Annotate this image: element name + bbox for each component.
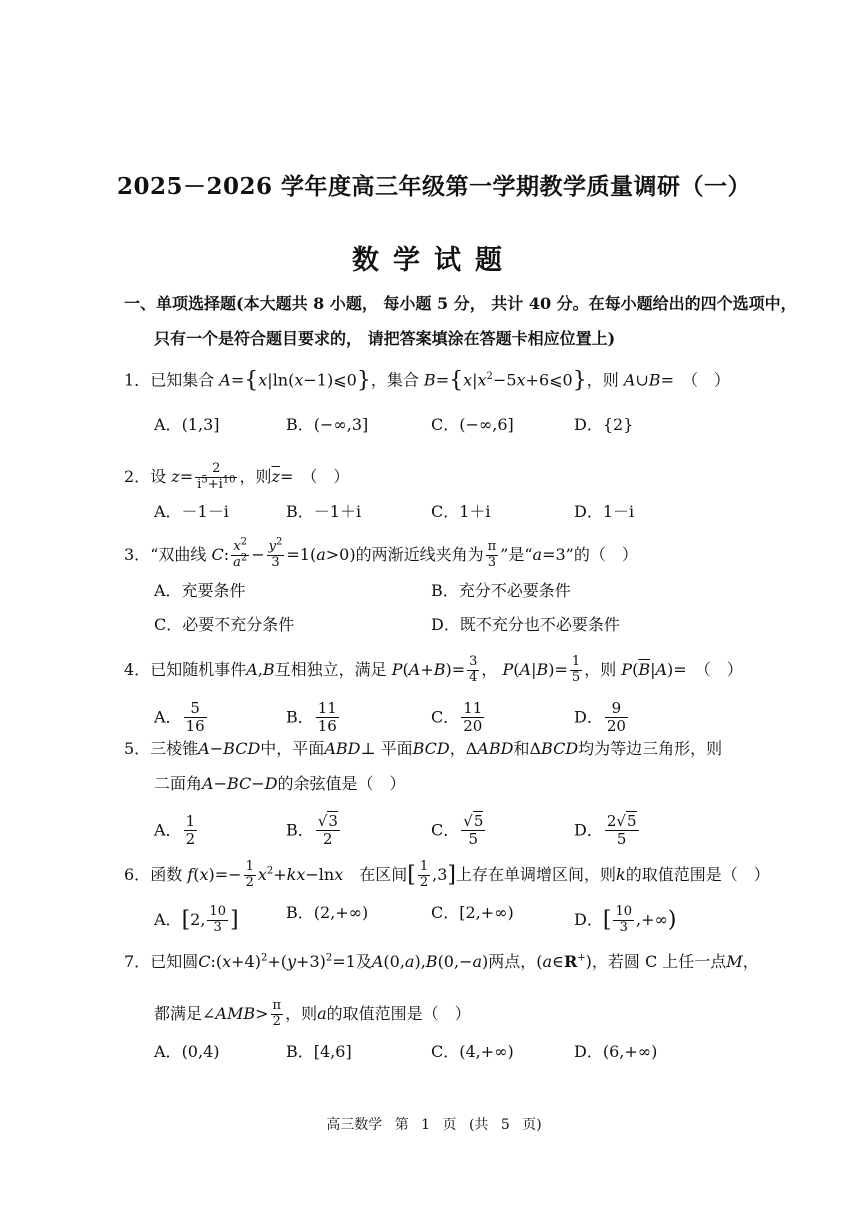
q2-option-c: C．1＋i [431,502,491,521]
q3-option-b: B．充分不必要条件 [431,581,571,600]
q5-option-c: C． $\frac{√5}{5}$ [431,812,484,849]
question-7-line1: 7．已知圆$C:(x+4)^2+(y+3)^2=1$及A(0,a),B(0,−a)两点，(a∈R+)，若圆 C 上任一点M， [124,952,759,971]
question-5-line2: 二面角A−BC−D的余弦值是（ ） [154,774,406,793]
q7-option-c: C．(4,+∞) [431,1042,514,1061]
q5-option-b: B． $\frac{√3}{2}$ [286,812,338,849]
q4-option-b: B． $\frac{11}{16}$ [286,699,337,736]
q4-option-d: D． $\frac{9}{20}$ [574,699,626,736]
question-5-line1: 5．三棱锥A−BCD中，平面ABD⊥ 平面BCD，ΔABD和ΔBCD均为等边三角形，则 [124,739,723,758]
q3-option-c: C．必要不充分条件 [154,615,295,634]
question-6: 6．函数 f(x)=− $\frac{1}{2}$ $x^2+kx-\ln x$ 在区间[ $\frac{1}{2}$ ,3]上存在单调增区间，则k的取值范围是（ ） [124,859,770,890]
q1-option-c: C．(−∞,6] [431,415,514,434]
q3-option-a: A．充要条件 [154,581,246,600]
q1-option-a: A．(1,3] [154,415,220,434]
section-heading-line2: 只有一个是符合题目要求的， 请把答案填涂在答题卡相应位置上) [154,329,616,348]
q1-option-d: D．{2} [574,415,634,434]
q7-option-d: D．(6,+∞) [574,1042,658,1061]
q6-option-a: A．[2, $\frac{10}{3}$ ] [154,904,239,935]
q1-option-b: B．(−∞,3] [286,415,369,434]
q5-option-a: A． $\frac{1}{2}$ [154,812,196,849]
q2-option-d: D．1－i [574,502,635,521]
q2-option-b: B．－1＋i [286,502,362,521]
question-3: 3．“双曲线 C: $\frac{x^2}{a^2}$ − $\frac{y^2}{3}$ =1(a>0)的两渐近线夹角为 $\frac{\pi}{3}$ ”是“a=3”的（ ） [124,536,638,570]
question-4: 4．已知随机事件A,B互相独立，满足 P(A+B)= $\frac{3}{4}$ ， P(A|B)= $\frac{1}{5}$ ，则 $P(\overline{B}|A)=$ （ ） [124,654,743,685]
question-1: 1．已知集合 A={x|ln(x−1)⩽0}，集合 $B=\{x|x^2-5x+6⩽0\}$，则 A∪B= （ ） [124,368,730,393]
q5-option-d: D． $\frac{2√5}{5}$ [574,812,637,849]
subject-title: 数学试题 [352,245,516,276]
q7-option-b: B．[4,6] [286,1042,352,1061]
q3-option-d: D．既不充分也不必要条件 [431,615,620,634]
q6-option-c: C．[2,+∞) [431,903,514,922]
q7-option-a: A．(0,4) [154,1042,220,1061]
q6-option-b: B．(2,+∞) [286,903,369,922]
q4-option-a: A． $\frac{5}{16}$ [154,699,205,736]
question-7-line2: 都满足∠AMB> $\frac{\pi}{2}$ ，则a的取值范围是（ ） [154,998,471,1029]
page-title: 2025－2026 学年度高三年级第一学期教学质量调研（一） [116,173,752,200]
q4-option-c: C． $\frac{11}{20}$ [431,699,483,736]
section-heading-line1: 一、单项选择题(本大题共 8 小题， 每小题 5 分， 共计 40 分。在每小题给出的四个选项中， [124,294,797,313]
q2-option-a: A．－1－i [154,502,229,521]
question-2: 2．设 z= $\frac{2}{i^5+i^{10}}$ ，则$\overline{z}=$ （ ） [124,461,350,492]
q6-option-d: D．[ $\frac{10}{3}$ ,+∞) [574,904,677,935]
page-footer: 高三数学 第 1 页 (共 5 页) [326,1117,542,1133]
